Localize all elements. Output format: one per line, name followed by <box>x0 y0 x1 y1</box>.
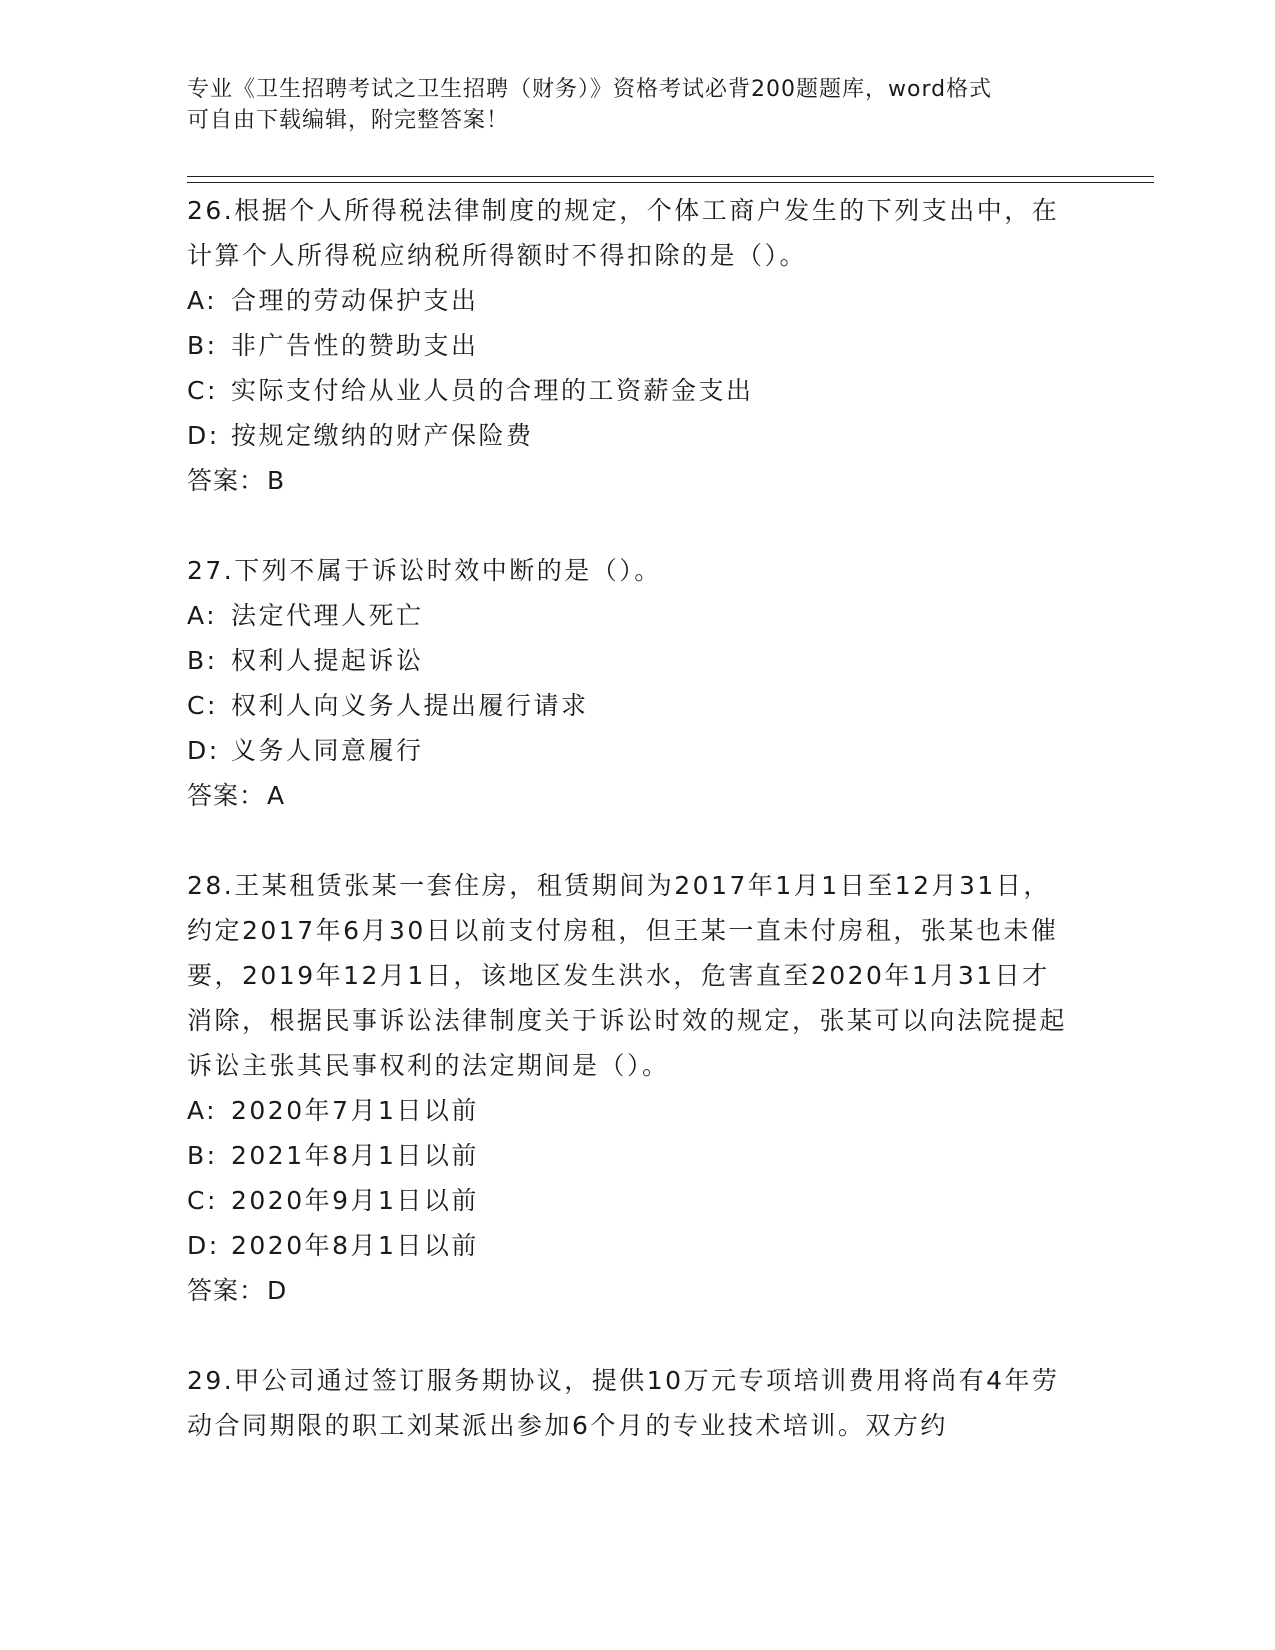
answer-label: 答案： <box>187 1276 266 1305</box>
option-text: 2020年9月1日以前 <box>231 1186 479 1215</box>
option-d <box>187 728 1067 773</box>
answer-line <box>187 1268 1067 1313</box>
header-divider-bottom <box>187 182 1154 183</box>
question-27 <box>187 548 1067 818</box>
option-a <box>187 1088 1067 1133</box>
answer-label: 答案： <box>187 781 266 810</box>
option-key: C: <box>187 691 218 720</box>
question-28 <box>187 863 1067 1313</box>
question-text: 29.甲公司通过签订服务期协议，提供10万元专项培训费用将尚有4年劳动合同期限的职工刘某派出参加6个月的专业技术培训。双方约 <box>187 1366 1060 1440</box>
option-c <box>187 1178 1067 1223</box>
option-text: 按规定缴纳的财产保险费 <box>231 421 534 450</box>
option-c <box>187 683 1067 728</box>
option-key: A: <box>187 286 218 315</box>
answer-value: D <box>267 1276 288 1305</box>
option-key: A: <box>187 601 218 630</box>
option-text: 2020年7月1日以前 <box>231 1096 479 1125</box>
question-text: 28.王某租赁张某一套住房，租赁期间为2017年1月1日至12月31日，约定2017年6月30日以前支付房租，但王某一直未付房租，张某也未催要，2019年12月1日，该地区发生洪水，危害直至2020年1月31日才消除，根据民事诉讼法律制度关于诉讼时效的规定，张某可以向法院提起诉讼主张其民事权利的法定期间是（）。 <box>187 871 1068 1080</box>
question-29 <box>187 1358 1067 1448</box>
answer-label: 答案： <box>187 466 266 495</box>
option-text: 法定代理人死亡 <box>231 601 424 630</box>
question-list <box>187 188 1067 1493</box>
document-header <box>187 74 1067 136</box>
header-line-1: 专业《卫生招聘考试之卫生招聘（财务）》资格考试必背200题题库，word格式 <box>187 77 993 102</box>
option-b <box>187 1133 1067 1178</box>
option-key: B: <box>187 646 218 675</box>
option-key: B: <box>187 331 218 360</box>
option-key: B: <box>187 1141 218 1170</box>
option-key: C: <box>187 1186 218 1215</box>
option-key: D: <box>187 736 220 765</box>
option-b <box>187 323 1067 368</box>
answer-line <box>187 458 1067 503</box>
option-key: D: <box>187 421 220 450</box>
option-text: 合理的劳动保护支出 <box>231 286 479 315</box>
answer-value: B <box>267 466 286 495</box>
option-key: D: <box>187 1231 220 1260</box>
option-d <box>187 1223 1067 1268</box>
answer-line <box>187 773 1067 818</box>
option-c <box>187 368 1067 413</box>
answer-value: A <box>267 781 286 810</box>
option-a <box>187 593 1067 638</box>
question-text: 26.根据个人所得税法律制度的规定，个体工商户发生的下列支出中，在计算个人所得税应纳税所得额时不得扣除的是（）。 <box>187 196 1060 270</box>
option-text: 非广告性的赞助支出 <box>231 331 479 360</box>
option-key: A: <box>187 1096 218 1125</box>
question-text: 27.下列不属于诉讼时效中断的是（）。 <box>187 556 662 585</box>
option-text: 2021年8月1日以前 <box>231 1141 479 1170</box>
option-b <box>187 638 1067 683</box>
option-text: 义务人同意履行 <box>231 736 424 765</box>
option-text: 权利人提起诉讼 <box>231 646 424 675</box>
option-a <box>187 278 1067 323</box>
option-text: 实际支付给从业人员的合理的工资薪金支出 <box>231 376 754 405</box>
header-divider-top <box>187 176 1154 177</box>
option-text: 2020年8月1日以前 <box>231 1231 479 1260</box>
option-key: C: <box>187 376 218 405</box>
question-26 <box>187 188 1067 503</box>
option-text: 权利人向义务人提出履行请求 <box>231 691 589 720</box>
header-line-2: 可自由下载编辑，附完整答案！ <box>187 108 510 133</box>
option-d <box>187 413 1067 458</box>
